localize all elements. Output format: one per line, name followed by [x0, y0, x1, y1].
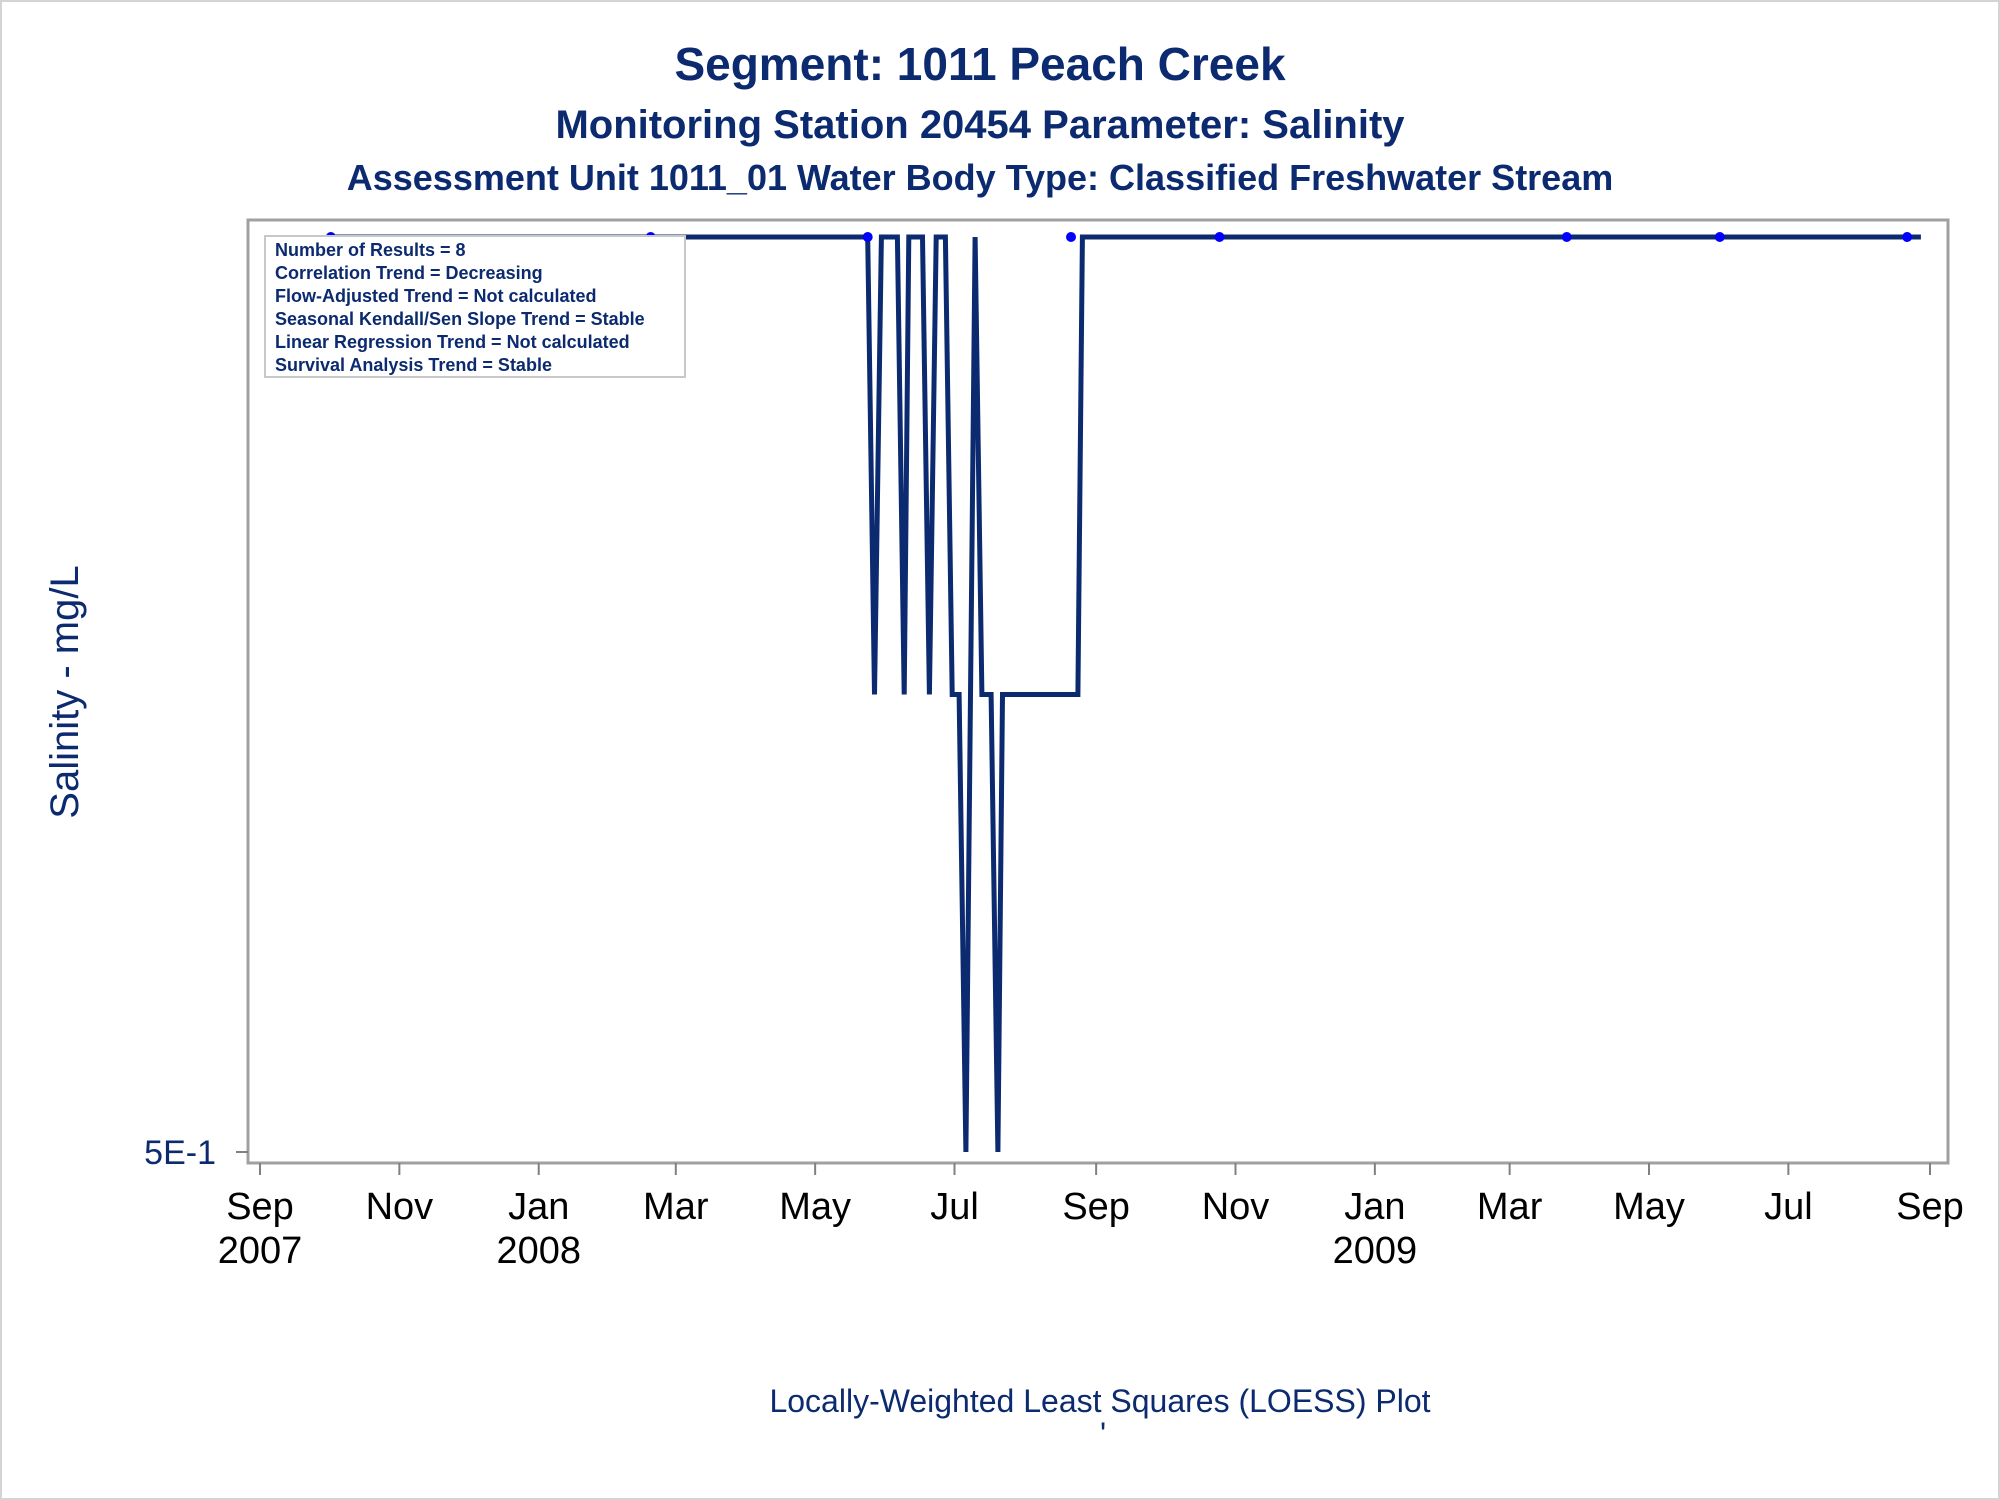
annotation-box	[265, 236, 685, 377]
x-tick-label: Mar	[1476, 1186, 1543, 1228]
footnote: Locally-Weighted Least Squares (LOESS) Plot	[769, 1383, 1431, 1419]
annotation-line-correlation: Correlation Trend = Decreasing	[275, 263, 543, 283]
footnote-mark: '	[1099, 1416, 1107, 1452]
data-point	[1066, 232, 1076, 242]
x-tick-label: Jul	[1764, 1186, 1813, 1228]
annotation-line-linear-regression: Linear Regression Trend = Not calculated	[275, 332, 630, 352]
x-tick-year-label: 2009	[1332, 1230, 1418, 1272]
chart-subtitle: Monitoring Station 20454 Parameter: Salinity	[555, 103, 1405, 147]
x-tick-label: May	[779, 1186, 852, 1228]
y-tick-label: 5E-1	[144, 1134, 216, 1172]
x-tick-label: Mar	[643, 1186, 709, 1228]
annotation-line-survival: Survival Analysis Trend = Stable	[275, 355, 552, 375]
x-tick-year-label: 2008	[496, 1230, 581, 1272]
y-axis	[144, 1134, 248, 1172]
x-tick-label: Sep	[1896, 1186, 1964, 1228]
annotation-line-results: Number of Results = 8	[275, 240, 466, 260]
annotation-line-flow-adjusted: Flow-Adjusted Trend = Not calculated	[275, 286, 597, 306]
data-point	[1902, 232, 1912, 242]
y-axis-label: Salinity - mg/L	[43, 565, 87, 819]
data-point	[863, 232, 873, 242]
x-tick-label: May	[1613, 1186, 1685, 1228]
data-point	[1715, 232, 1725, 242]
x-tick-label: Jan	[508, 1186, 570, 1228]
x-tick-label: Jul	[930, 1186, 979, 1228]
data-point	[1562, 232, 1572, 242]
x-tick-label: Nov	[1201, 1186, 1270, 1228]
annotation-line-seasonal-kendall: Seasonal Kendall/Sen Slope Trend = Stable	[275, 309, 645, 329]
x-tick-label: Jan	[1344, 1186, 1406, 1228]
chart-subtitle-2: Assessment Unit 1011_01 Water Body Type: Classified Freshwater Stream	[346, 157, 1614, 198]
x-tick-year-label: 2007	[217, 1230, 303, 1272]
x-tick-label: Sep	[226, 1186, 294, 1228]
x-tick-label: Sep	[1062, 1186, 1130, 1228]
data-point	[1215, 232, 1225, 242]
x-axis	[218, 1163, 1964, 1272]
x-tick-label: Nov	[365, 1186, 434, 1228]
chart-title: Segment: 1011 Peach Creek	[674, 38, 1286, 90]
